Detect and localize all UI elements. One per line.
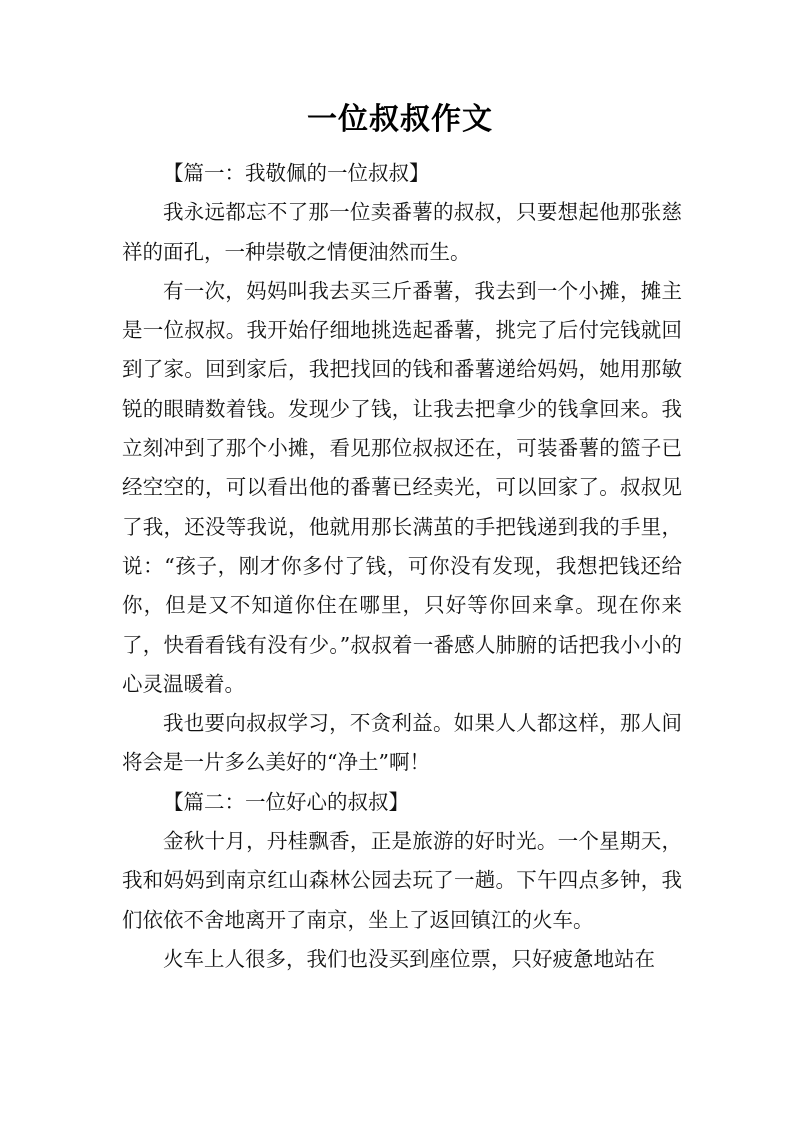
- document-title: 一位叔叔作文: [307, 102, 493, 137]
- paragraph: 我也要向叔叔学习，不贪利益。如果人人都这样，那人间将会是一片多么美好的“净土”啊！: [122, 711, 682, 775]
- section-heading: 【篇二：一位好心的叔叔】: [163, 789, 409, 814]
- section-heading: 【篇一：我敬佩的一位叔叔】: [163, 161, 430, 185]
- paragraph: 我永远都忘不了那一位卖番薯的叔叔，只要想起他那张慈祥的面孔，一种崇敬之情便油然而生。: [122, 200, 682, 264]
- document-body: [122, 154, 682, 979]
- paragraph: 有一次，妈妈叫我去买三斤番薯，我去到一个小摊，摊主是一位叔叔。我开始仔细地挑选起番薯，挑完了后付完钱就回到了家。回到家后，我把找回的钱和番薯递给妈妈，她用那敏锐的眼睛数着钱。发现少了钱，让我去把拿少的钱拿回来。我立刻冲到了那个小摊，看见那位叔叔还在，可装番薯的篮子已经空空的，可以看出他的番薯已经卖光，可以回家了。叔叔见了我，还没等我说，他就用那长满茧的手把钱递到我的手里，说：“孩子，刚才你多付了钱，可你没有发现，我想把钱还给你，但是又不知道你住在哪里，只好等你回来拿。现在你来了，快看看钱有没有少。”叔叔着一番感人肺腑的话把我小小的心灵温暖着。: [122, 278, 682, 696]
- paragraph: 火车上人很多，我们也没买到座位票，只好疲惫地站在: [163, 946, 655, 971]
- paragraph: 金秋十月，丹桂飘香，正是旅游的好时光。一个星期天，我和妈妈到南京红山森林公园去玩了一趟。下午四点多钟，我们依依不舍地离开了南京，坐上了返回镇江的火车。: [122, 829, 682, 932]
